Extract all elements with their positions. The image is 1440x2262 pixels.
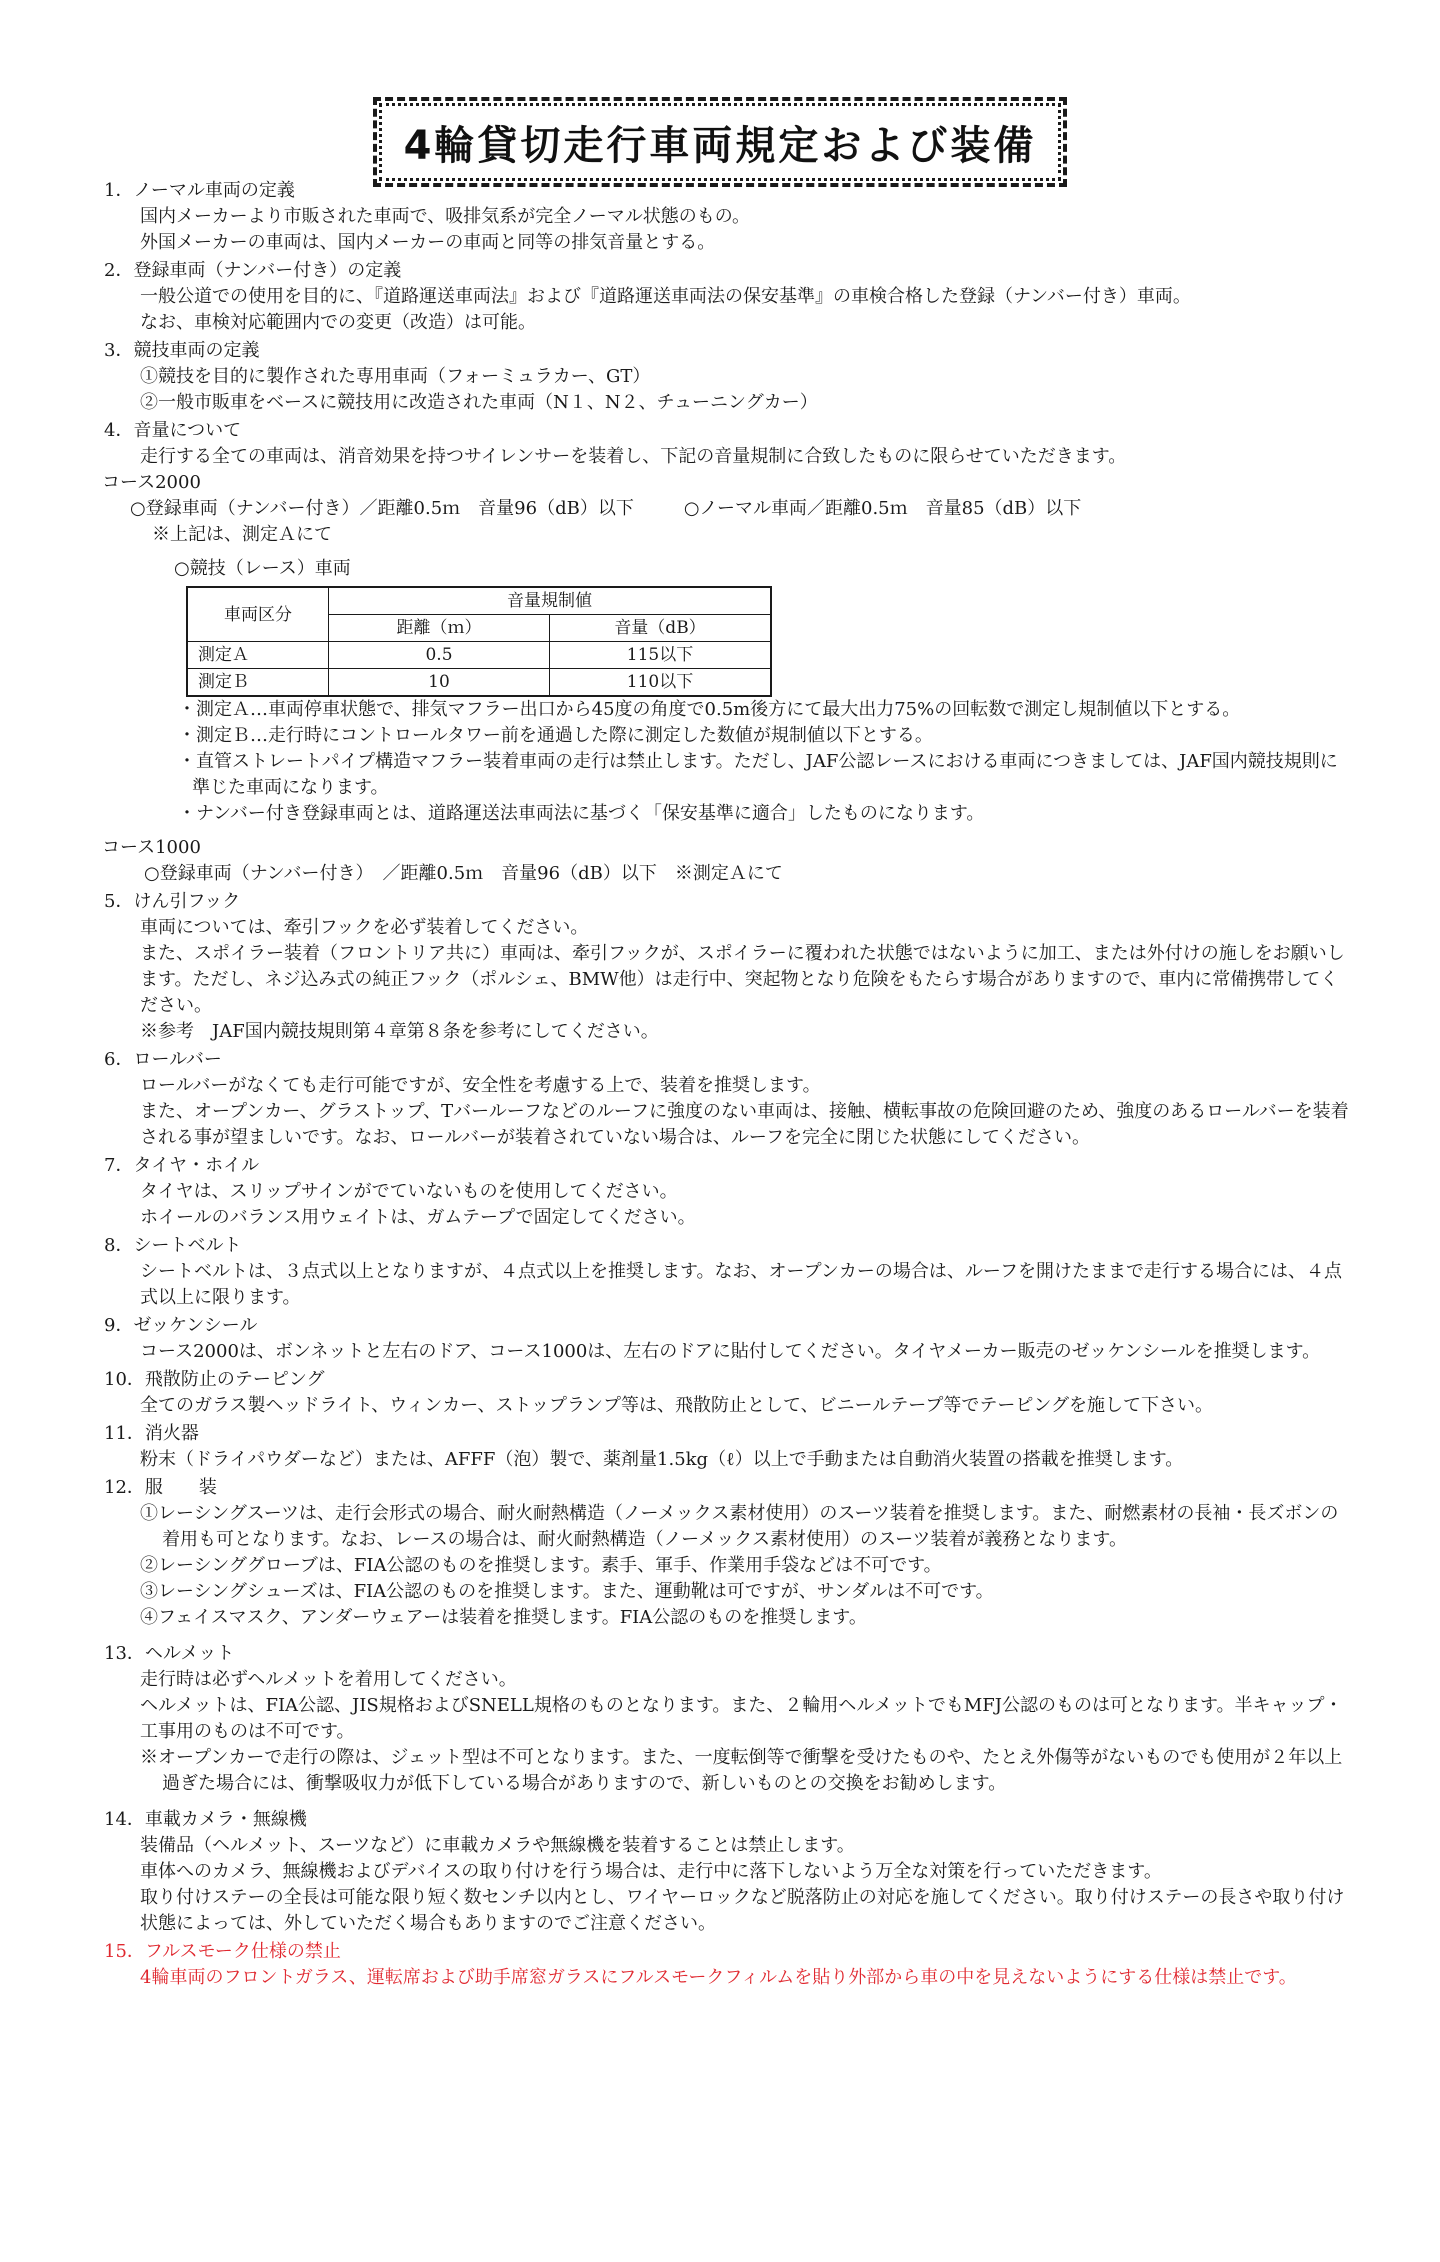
section-text: 走行する全ての車両は、消音効果を持つサイレンサーを装着し、下記の音量規制に合致したものに限らせていただきます。 — [140, 446, 1127, 467]
section-text: 4輪車両のフロントガラス、運転席および助手席窓ガラスにフルスモークフィルムを貼り外部から車の中を見えないようにする仕様は禁止です。 — [140, 1967, 1297, 1988]
list-item: ①レーシングスーツは、走行会形式の場合、耐火耐熱構造（ノーメックス素材使用）のスーツ装着を推奨します。また、耐燃素材の長袖・長ズボンの着用も可となります。なお、レースの場合は、耐火耐熱構造（ノーメックス素材使用）のスーツ装着が義務となります。 — [140, 1503, 1339, 1550]
list-item: ④フェイスマスク、アンダーウェアーは装着を推奨します。FIA公認のものを推奨します。 — [140, 1607, 867, 1628]
bullet-item: ・測定Ｂ…走行時にコントロールタワー前を通過した際に測定した数値が規制値以下とする。 — [178, 725, 933, 746]
list-item: ③レーシングシューズは、FIA公認のものを推奨します。また、運動靴は可ですが、サンダルは不可です。 — [140, 1581, 994, 1602]
course-1000-limit: ○登録車両（ナンバー付き） ／距離0.5ｍ 音量96（dB）以下 ※測定Ａにて — [144, 863, 783, 884]
table-header-distance: 距離（ｍ） — [329, 615, 550, 642]
section-text: また、スポイラー装着（フロントリア共に）車両は、牽引フックが、スポイラーに覆われた状態ではないように加工、または外付けの施しをお願いします。ただし、ネジ込み式の純正フック（ポルシェ、BMW他）は走行中、突起物となり危険をもたらす場合がありますので、車内に常備携帯してください。 — [140, 943, 1345, 1016]
section-clothing — [100, 1475, 1350, 1631]
section-text: 車体へのカメラ、無線機およびデバイスの取り付けを行う場合は、走行中に落下しないよう万全な対策を行っていただきます。 — [140, 1861, 1162, 1882]
course-2000-limits — [100, 496, 1350, 522]
section-text: ※参考 JAF国内競技規則第４章第８条を参考にしてください。 — [140, 1021, 659, 1042]
table-cell: 10 — [329, 669, 550, 697]
section-text: ①競技を目的に製作された専用車両（フォーミュラカー、GT） — [140, 366, 651, 387]
section-text: 一般公道での使用を目的に、『道路運送車両法』および『道路運送車両法の保安基準』の車検合格した登録（ナンバー付き）車両。 — [140, 286, 1191, 307]
section-roll-bar — [100, 1047, 1350, 1151]
race-vehicle-label: ○競技（レース）車両 — [174, 558, 351, 579]
section-text: 装備品（ヘルメット、スーツなど）に車載カメラや無線機を装着することは禁止します。 — [140, 1835, 855, 1856]
section-extinguisher — [100, 1421, 1350, 1473]
section-helmet — [100, 1641, 1350, 1797]
section-text: 車両については、牽引フックを必ず装着してください。 — [140, 917, 589, 938]
section-sound-level — [100, 418, 1350, 887]
section-full-smoke — [100, 1939, 1350, 1991]
section-heading: 5．けん引フック — [104, 891, 241, 912]
bullet-item: ・測定Ａ…車両停車状態で、排気マフラー出口から45度の角度で0.5m後方にて最大出力75%の回転数で測定し規制値以下とする。 — [178, 699, 1241, 720]
section-text: タイヤは、スリップサインがでていないものを使用してください。 — [140, 1181, 678, 1202]
section-tire-wheel — [100, 1153, 1350, 1231]
section-heading: 1．ノーマル車両の定義 — [104, 180, 295, 201]
section-text: ロールバーがなくても走行可能ですが、安全性を考慮する上で、装着を推奨します。 — [140, 1075, 821, 1096]
section-heading: 12．服 装 — [104, 1477, 217, 1498]
table-header-group: 音量規制値 — [329, 587, 772, 615]
section-text: また、オープンカー、グラストップ、Tバールーフなどのルーフに強度のない車両は、接触、横転事故の危険回避のため、強度のあるロールバーを装着される事が望ましいです。なお、ロールバーが装着されていない場合は、ルーフを完全に閉じた状態にしてください。 — [140, 1101, 1349, 1148]
section-text: ヘルメットは、FIA公認、JIS規格およびSNELL規格のものとなります。また、２輪用ヘルメットでもMFJ公認のものは可となります。半キャップ・工事用のものは不可です。 — [140, 1695, 1343, 1742]
section-text: ホイールのバランス用ウェイトは、ガムテープで固定してください。 — [140, 1207, 696, 1228]
section-text: シートベルトは、３点式以上となりますが、４点式以上を推奨します。なお、オープンカーの場合は、ルーフを開けたままで走行する場合には、４点式以上に限ります。 — [140, 1261, 1343, 1308]
bullet-item: ・直管ストレートパイプ構造マフラー装着車両の走行は禁止します。ただし、JAF公認レースにおける車両につきましては、JAF国内競技規則に準じた車両になります。 — [178, 751, 1338, 798]
section-heading: 9．ゼッケンシール — [104, 1315, 258, 1336]
section-heading: 10．飛散防止のテーピング — [104, 1369, 325, 1390]
section-heading: 7．タイヤ・ホイル — [104, 1155, 260, 1176]
section-text: 国内メーカーより市販された車両で、吸排気系が完全ノーマル状態のもの。 — [140, 206, 751, 227]
measurement-note: ※上記は、測定Ａにて — [152, 524, 332, 545]
section-text: ②一般市販車をベースに競技用に改造された車両（N１、N２、チューニングカー） — [140, 392, 818, 413]
table-header-row — [187, 587, 771, 615]
table-cell: 測定Ｂ — [187, 669, 329, 697]
list-item: ②レーシンググローブは、FIA公認のものを推奨します。素手、軍手、作業用手袋などは不可です。 — [140, 1555, 942, 1576]
page-title: 4輪貸切走行車両規定および装備 — [373, 97, 1067, 187]
course-2000-label: コース2000 — [102, 472, 201, 493]
section-heading: 3．競技車両の定義 — [104, 340, 260, 361]
measurement-bullets — [100, 697, 1350, 827]
section-number-sticker — [100, 1313, 1350, 1365]
section-text: 全てのガラス製ヘッドライト、ウィンカー、ストップランプ等は、飛散防止として、ビニールテープ等でテーピングを施して下さい。 — [140, 1395, 1213, 1416]
section-normal-vehicle — [100, 178, 1350, 256]
section-heading: 13．ヘルメット — [104, 1643, 235, 1664]
section-text: 走行時は必ずヘルメットを着用してください。 — [140, 1669, 517, 1690]
table-row — [187, 642, 771, 669]
section-heading: 15．フルスモーク仕様の禁止 — [104, 1941, 341, 1962]
section-taping — [100, 1367, 1350, 1419]
section-heading: 2．登録車両（ナンバー付き）の定義 — [104, 260, 402, 281]
sound-limit-table — [186, 586, 772, 697]
section-onboard-camera — [100, 1807, 1350, 1937]
section-text: コース2000は、ボンネットと左右のドア、コース1000は、左右のドアに貼付してください。タイヤメーカー販売のゼッケンシールを推奨します。 — [140, 1341, 1321, 1362]
table-cell: 110以下 — [550, 669, 772, 697]
limit-registered: ○登録車両（ナンバー付き）／距離0.5ｍ 音量96（dB）以下 — [130, 498, 634, 519]
table-row — [187, 669, 771, 697]
section-registered-vehicle — [100, 258, 1350, 336]
limit-normal: ○ノーマル車両／距離0.5ｍ 音量85（dB）以下 — [683, 498, 1082, 519]
section-text: 粉末（ドライパウダーなど）または、AFFF（泡）製で、薬剤量1.5kg（ℓ）以上で手動または自動消火装置の搭載を推奨します。 — [140, 1449, 1184, 1470]
document-body — [100, 178, 1350, 1993]
section-note: ※オープンカーで走行の際は、ジェット型は不可となります。また、一度転倒等で衝撃を受けたものや、たとえ外傷等がないものでも使用が２年以上過ぎた場合には、衝撃吸収力が低下している場合がありますので、新しいものとの交換をお勧めします。 — [140, 1747, 1343, 1794]
table-cell: 測定Ａ — [187, 642, 329, 669]
section-heading: 8．シートベルト — [104, 1235, 242, 1256]
course-1000-label: コース1000 — [102, 837, 201, 858]
table-cell: 0.5 — [329, 642, 550, 669]
table-header-volume: 音量（dB） — [550, 615, 772, 642]
section-heading: 4．音量について — [104, 420, 242, 441]
section-heading: 11．消火器 — [104, 1423, 199, 1444]
bullet-item: ・ナンバー付き登録車両とは、道路運送法車両法に基づく「保安基準に適合」したものになります。 — [178, 803, 985, 824]
section-text: 取り付けステーの全長は可能な限り短く数センチ以内とし、ワイヤーロックなど脱落防止の対応を施してください。取り付けステーの長さや取り付け状態によっては、外していただく場合もありますのでご注意ください。 — [140, 1887, 1345, 1934]
section-heading: 6．ロールバー — [104, 1049, 222, 1070]
table-cell: 115以下 — [550, 642, 772, 669]
table-header-class: 車両区分 — [187, 587, 329, 642]
section-heading: 14．車載カメラ・無線機 — [104, 1809, 307, 1830]
section-text: なお、車検対応範囲内での変更（改造）は可能。 — [140, 312, 536, 333]
section-seat-belt — [100, 1233, 1350, 1311]
section-race-vehicle — [100, 338, 1350, 416]
clothing-list — [100, 1501, 1350, 1631]
section-tow-hook — [100, 889, 1350, 1045]
section-text: 外国メーカーの車両は、国内メーカーの車両と同等の排気音量とする。 — [140, 232, 716, 253]
